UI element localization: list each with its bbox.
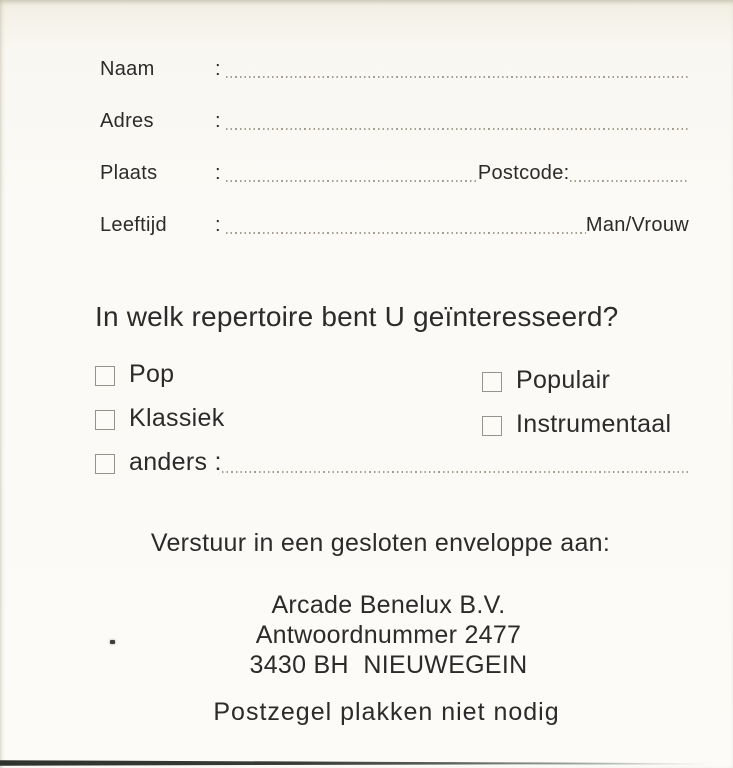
adres-input-line[interactable]: [226, 127, 689, 130]
field-row-adres: [100, 106, 689, 132]
postcode-label: Postcode:: [477, 162, 570, 184]
man-vrouw-label[interactable]: Man/Vrouw: [585, 214, 689, 236]
anders-input-line[interactable]: [222, 470, 689, 473]
address-block: [0, 590, 733, 680]
address-number: Antwoordnummer 2477: [255, 621, 522, 649]
leeftijd-colon: :: [215, 214, 221, 236]
klassiek-checkbox[interactable]: [95, 410, 115, 430]
leeftijd-input-line[interactable]: [226, 231, 586, 234]
adres-label: Adres: [100, 110, 154, 132]
plaats-label: Plaats: [100, 162, 158, 184]
postcode-input-line[interactable]: [570, 179, 689, 182]
pop-label: Pop: [129, 360, 175, 388]
field-row-leeftijd: [100, 210, 689, 236]
naam-label: Naam: [100, 58, 155, 80]
plaats-input-line[interactable]: [226, 179, 478, 182]
anders-checkbox[interactable]: [95, 454, 115, 474]
scan-speck: [110, 640, 115, 644]
postage-note: Postzegel plakken niet nodig: [213, 698, 560, 726]
adres-colon: :: [215, 110, 221, 132]
option-anders: [95, 448, 689, 477]
pop-checkbox[interactable]: [95, 366, 115, 386]
plaats-colon: :: [215, 162, 221, 184]
field-row-plaats: [100, 158, 689, 184]
address-city: 3430 BH NIEUWEGEIN: [249, 651, 528, 679]
naam-input-line[interactable]: [226, 75, 689, 78]
address-company: Arcade Benelux B.V.: [271, 591, 506, 619]
instrumentaal-checkbox[interactable]: [482, 416, 502, 436]
populair-checkbox[interactable]: [482, 372, 502, 392]
populair-label: Populair: [516, 366, 611, 394]
option-instrumentaal: [482, 410, 671, 439]
card-bottom-edge: [0, 760, 733, 766]
option-populair: [482, 366, 610, 395]
send-instruction: Verstuur in een gesloten enveloppe aan:: [150, 529, 611, 557]
klassiek-label: Klassiek: [129, 404, 225, 432]
naam-colon: :: [215, 58, 221, 80]
leeftijd-label: Leeftijd: [100, 214, 167, 236]
anders-label: anders :: [129, 448, 222, 476]
field-row-naam: [100, 54, 689, 80]
repertoire-question: In welk repertoire bent U geïnteresseerd?: [95, 301, 619, 332]
instrumentaal-label: Instrumentaal: [516, 410, 672, 438]
